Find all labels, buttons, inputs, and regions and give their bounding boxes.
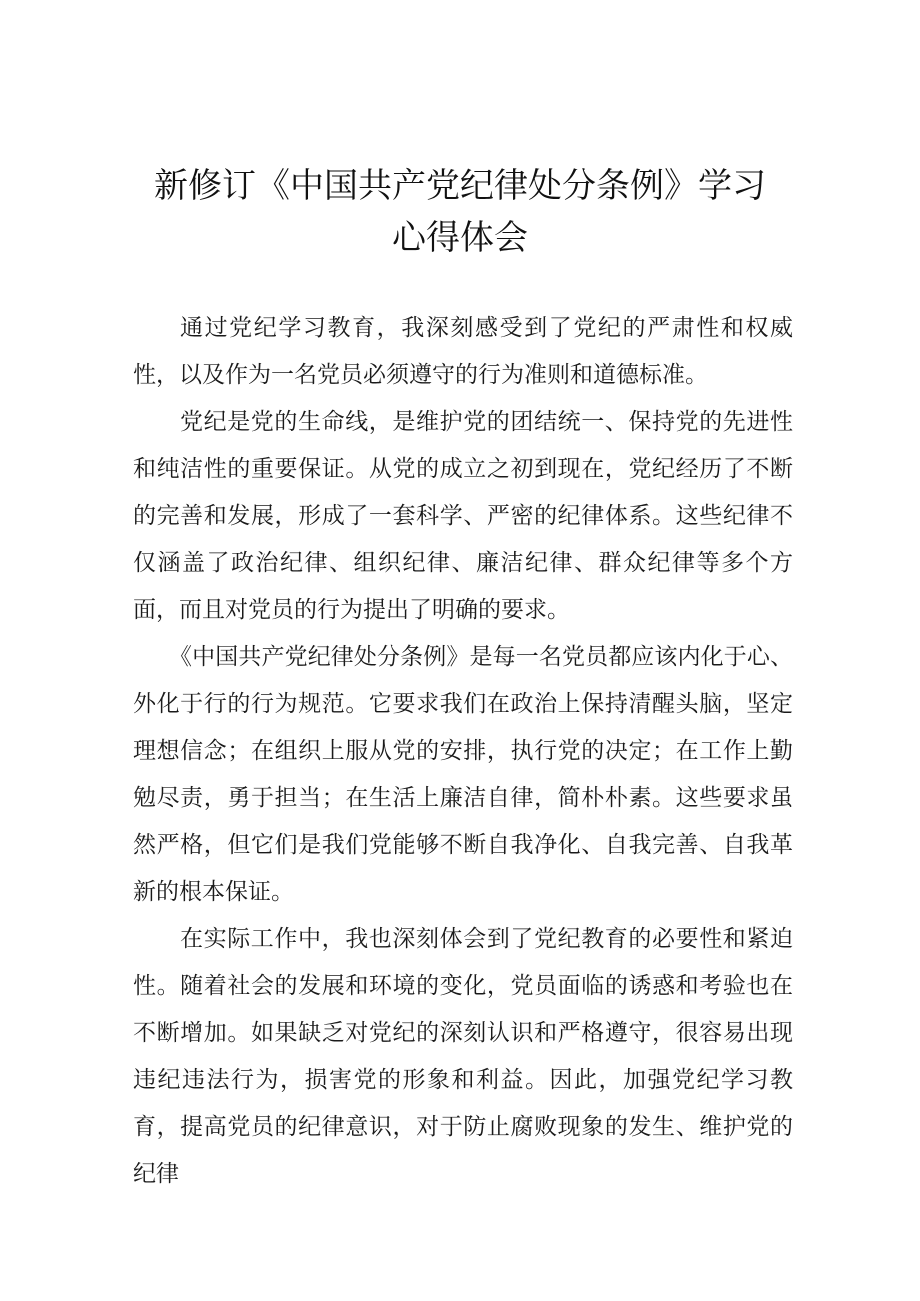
title-line-2: 心得体会 [392, 218, 528, 258]
document-body [133, 305, 793, 1198]
paragraph-1: 通过党纪学习教育，我深刻感受到了党纪的严肃性和权威性，以及作为一名党员必须遵守的行为准则和道德标准。 [133, 315, 793, 388]
document-title [130, 160, 790, 264]
paragraph-2: 党纪是党的生命线，是维护党的团结统一、保持党的先进性和纯洁性的重要保证。从党的成立之初到现在，党纪经历了不断的完善和发展，形成了一套科学、严密的纪律体系。这些纪律不仅涵盖了政治纪律、组织纪律、廉洁纪律、群众纪律等多个方面，而且对党员的行为提出了明确的要求。 [133, 409, 793, 623]
paragraph-3: 《中国共产党纪律处分条例》是每一名党员都应该内化于心、外化于行的行为规范。它要求我们在政治上保持清醒头脑，坚定理想信念；在组织上服从党的安排，执行党的决定；在工作上勤勉尽责，勇于担当；在生活上廉洁自律，简朴朴素。这些要求虽然严格，但它们是我们党能够不断自我净化、自我完善、自我革新的根本保证。 [133, 644, 793, 905]
title-line-1: 新修订《中国共产党纪律处分条例》学习 [154, 166, 766, 206]
paragraph-4: 在实际工作中，我也深刻体会到了党纪教育的必要性和紧迫性。随着社会的发展和环境的变化，党员面临的诱惑和考验也在不断增加。如果缺乏对党纪的深刻认识和严格遵守，很容易出现违纪违法行为，损害党的形象和利益。因此，加强党纪学习教育，提高党员的纪律意识，对于防止腐败现象的发生、维护党的纪律 [133, 926, 793, 1187]
